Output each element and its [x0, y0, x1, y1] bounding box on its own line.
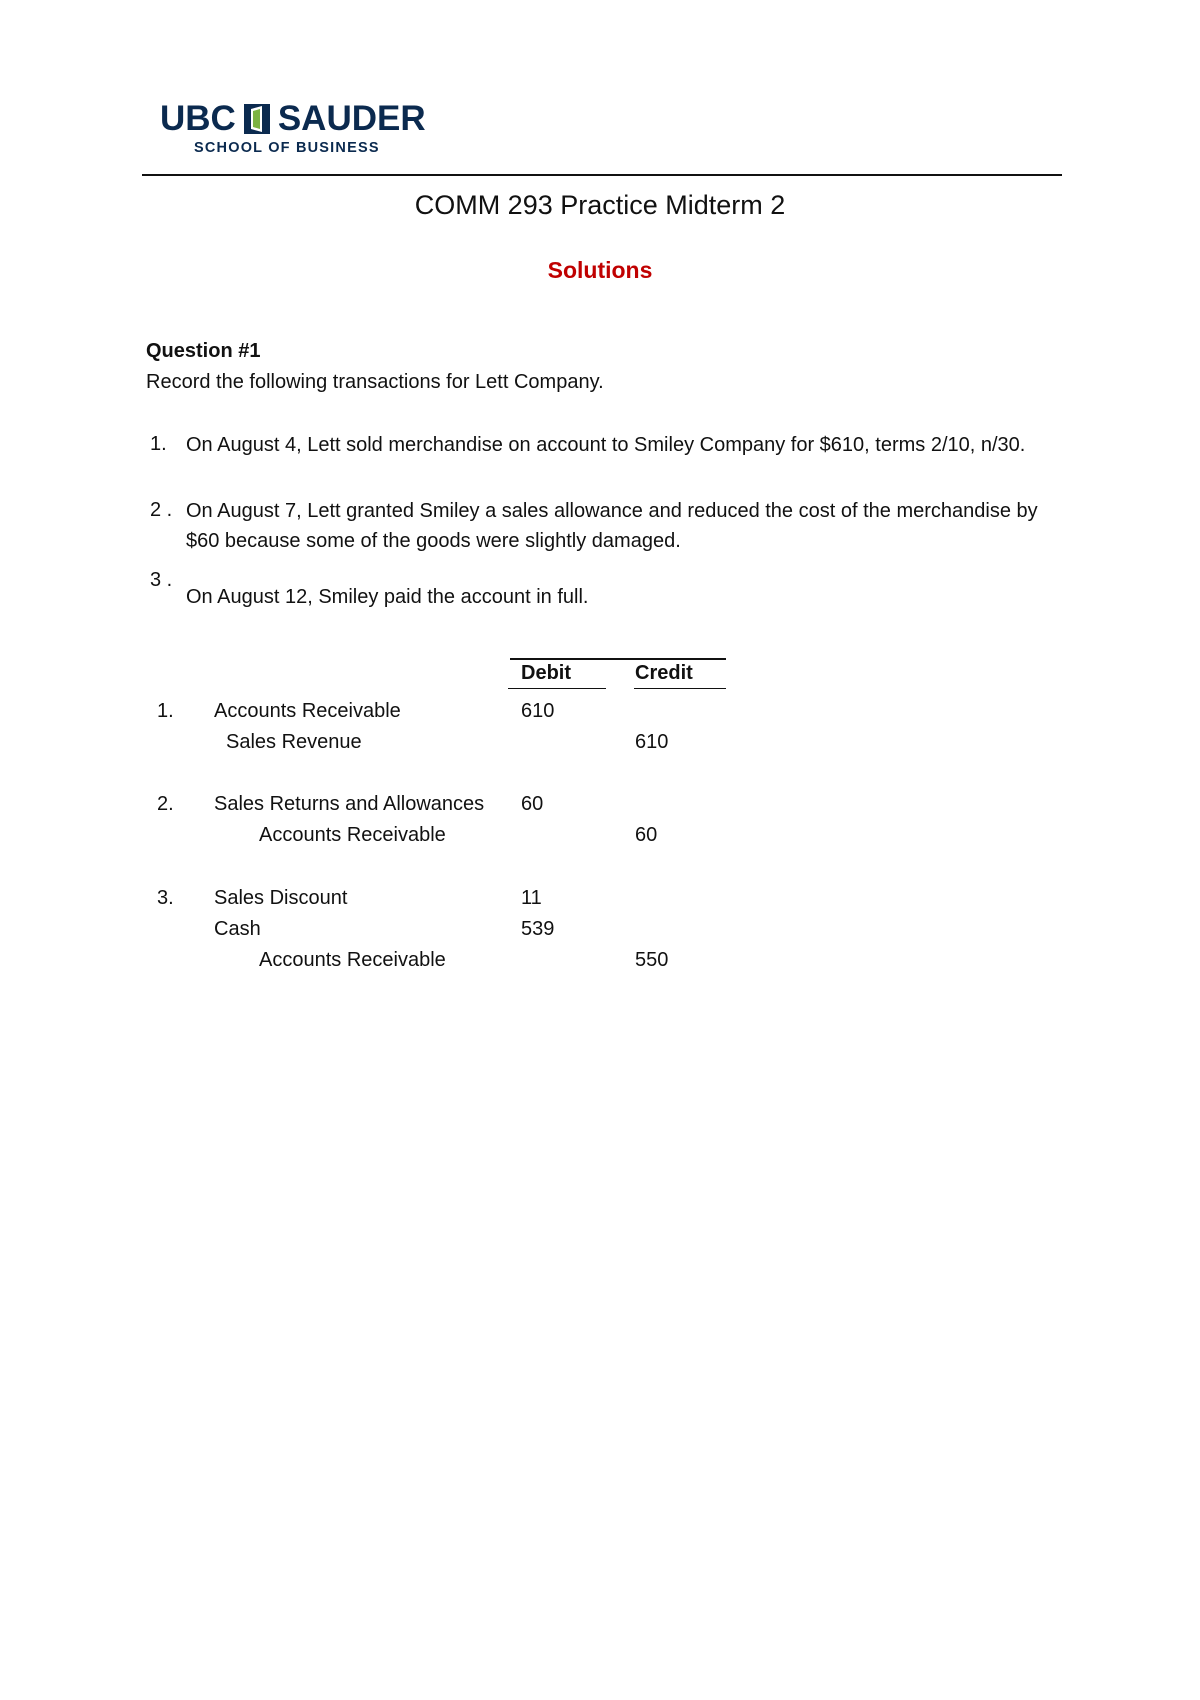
list-item-text: On August 7, Lett granted Smiley a sales allowance and reduced the cost of the merchandise by $60 because some of the goods were slightly damaged. [186, 500, 1038, 552]
credit-amount: 610 [635, 731, 669, 753]
entry-number: 2. [157, 793, 174, 815]
logo-word-sauder: SAUDER [277, 99, 426, 138]
credit-amount: 60 [635, 824, 658, 846]
credit-column-header: Credit [635, 662, 693, 684]
debit-amount: 539 [521, 918, 555, 940]
entry-number: 3. [157, 887, 174, 909]
entry-number: 1. [157, 700, 174, 722]
debit-amount: 610 [521, 700, 555, 722]
credit-header-underline [634, 688, 726, 689]
page-title: COMM 293 Practice Midterm 2 [414, 190, 786, 220]
list-item-text: On August 12, Smiley paid the account in full. [186, 586, 589, 608]
debit-amount: 60 [521, 793, 544, 815]
account-name: Accounts Receivable [214, 700, 401, 722]
list-item-text: On August 4, Lett sold merchandise on account to Smiley Company for $610, terms 2/10, n/30. [186, 434, 1026, 456]
account-name: Accounts Receivable [259, 824, 446, 846]
question-intro: Record the following transactions for Lett Company. [146, 371, 604, 393]
logo-word-ubc: UBC [160, 99, 236, 138]
list-item-number: 1. [150, 433, 167, 455]
account-name: Accounts Receivable [259, 949, 446, 971]
ubc-sauder-logo [160, 99, 426, 164]
credit-amount: 550 [635, 949, 669, 971]
header-rule-top [510, 658, 726, 660]
question-heading: Question #1 [146, 340, 261, 362]
logo-door-icon [242, 102, 272, 136]
debit-column-header: Debit [521, 662, 571, 684]
logo-wordmark [160, 100, 426, 138]
header-rule [142, 174, 1062, 176]
account-name: Sales Discount [214, 887, 348, 909]
account-name: Cash [214, 918, 261, 940]
list-item-number: 3 . [150, 569, 173, 591]
debit-header-underline [508, 688, 606, 689]
list-item-number: 2 . [150, 499, 173, 521]
account-name: Sales Revenue [226, 731, 362, 753]
account-name: Sales Returns and Allowances [214, 793, 485, 815]
debit-amount: 11 [521, 887, 542, 909]
logo-subline: SCHOOL OF BUSINESS [194, 140, 380, 156]
page-subtitle: Solutions [547, 257, 653, 283]
